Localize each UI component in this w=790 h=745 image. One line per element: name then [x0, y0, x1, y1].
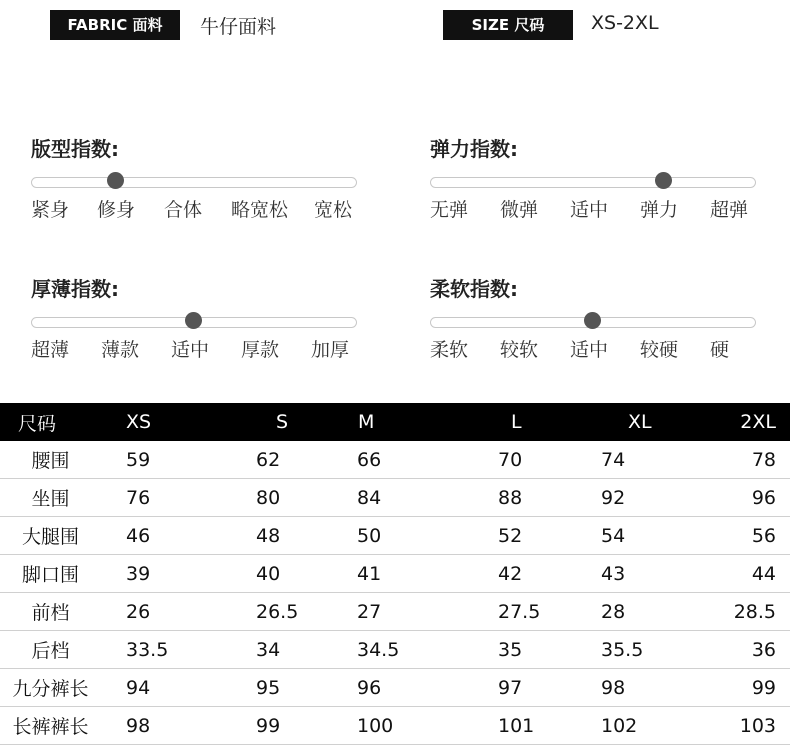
size-value-cell: 100: [337, 707, 465, 745]
size-value-cell: 43: [571, 555, 703, 593]
size-value: XS-2XL: [591, 12, 659, 34]
size-value-cell: 26.5: [232, 593, 337, 631]
size-value-cell: 84: [337, 479, 465, 517]
elasticity-index-track: [430, 177, 756, 188]
fit-option: 修身: [97, 199, 136, 221]
header-cell: S: [232, 403, 337, 441]
elasticity-option: 适中: [570, 199, 609, 221]
softness-option: 较软: [500, 339, 539, 361]
size-value-cell: 59: [102, 441, 232, 479]
size-value-cell: 44: [703, 555, 790, 593]
size-value-cell: 48: [232, 517, 337, 555]
fit-option: 略宽松: [231, 199, 289, 221]
elasticity-option: 无弹: [430, 199, 469, 221]
size-value-cell: 94: [102, 669, 232, 707]
table-row: [0, 555, 790, 593]
thickness-index-marker: [185, 312, 202, 329]
elasticity-option: 超弹: [710, 199, 749, 221]
size-value-cell: 36: [703, 631, 790, 669]
softness-option: 硬: [710, 339, 730, 361]
softness-index-options: [430, 335, 760, 365]
thickness-option: 适中: [171, 339, 210, 361]
header-cell: 2XL: [703, 403, 790, 441]
header-cell: M: [337, 403, 465, 441]
header-cell: XL: [571, 403, 703, 441]
size-value-cell: 40: [232, 555, 337, 593]
size-value-cell: 102: [571, 707, 703, 745]
size-value-cell: 39: [102, 555, 232, 593]
thickness-option: 厚款: [241, 339, 280, 361]
size-value-cell: 28.5: [703, 593, 790, 631]
table-row: [0, 707, 790, 745]
softness-option: 适中: [570, 339, 609, 361]
fit-option: 宽松: [314, 199, 353, 221]
table-row: [0, 631, 790, 669]
elasticity-index: [430, 133, 760, 221]
size-value-cell: 99: [232, 707, 337, 745]
size-value-cell: 97: [465, 669, 571, 707]
thickness-option: 超薄: [31, 339, 70, 361]
elasticity-option: 弹力: [640, 199, 679, 221]
row-label: 坐围: [0, 479, 102, 517]
size-value-cell: 27.5: [465, 593, 571, 631]
size-value-cell: 26: [102, 593, 232, 631]
row-label: 长裤裤长: [0, 707, 102, 745]
fit-index-track: [31, 177, 357, 188]
size-value-cell: 101: [465, 707, 571, 745]
thickness-index-title: 厚薄指数:: [31, 277, 119, 301]
thickness-option: 薄款: [101, 339, 140, 361]
size-value-cell: 50: [337, 517, 465, 555]
size-value-cell: 34: [232, 631, 337, 669]
row-label: 大腿围: [0, 517, 102, 555]
size-table-header: [0, 403, 790, 441]
row-label: 前档: [0, 593, 102, 631]
size-value-cell: 54: [571, 517, 703, 555]
row-label: 九分裤长: [0, 669, 102, 707]
size-value-cell: 66: [337, 441, 465, 479]
header-cell: XS: [102, 403, 232, 441]
softness-option: 较硬: [640, 339, 679, 361]
size-value-cell: 70: [465, 441, 571, 479]
size-value-cell: 41: [337, 555, 465, 593]
size-value-cell: 27: [337, 593, 465, 631]
softness-index-title: 柔软指数:: [430, 277, 518, 301]
size-value-cell: 42: [465, 555, 571, 593]
thickness-index-options: [31, 335, 361, 365]
size-value-cell: 99: [703, 669, 790, 707]
fabric-value: 牛仔面料: [200, 16, 277, 38]
size-value-cell: 96: [703, 479, 790, 517]
fit-index-title: 版型指数:: [31, 137, 119, 161]
size-value-cell: 92: [571, 479, 703, 517]
elasticity-option: 微弹: [500, 199, 539, 221]
size-value-cell: 62: [232, 441, 337, 479]
size-value-cell: 74: [571, 441, 703, 479]
softness-index: [430, 273, 760, 361]
row-label: 后档: [0, 631, 102, 669]
fit-option: 紧身: [31, 199, 70, 221]
size-value-cell: 103: [703, 707, 790, 745]
table-row: [0, 479, 790, 517]
size-tag: SIZE 尺码: [443, 10, 573, 40]
row-label: 腰围: [0, 441, 102, 479]
size-value-cell: 80: [232, 479, 337, 517]
elasticity-index-title: 弹力指数:: [430, 137, 518, 161]
thickness-index: [31, 273, 361, 361]
table-row: [0, 593, 790, 631]
thickness-option: 加厚: [311, 339, 350, 361]
size-value-cell: 33.5: [102, 631, 232, 669]
fit-option: 合体: [164, 199, 203, 221]
fit-index-options: [31, 195, 361, 225]
size-value-cell: 96: [337, 669, 465, 707]
table-row: [0, 517, 790, 555]
size-value-cell: 78: [703, 441, 790, 479]
size-value-cell: 52: [465, 517, 571, 555]
fabric-tag: FABRIC 面料: [50, 10, 180, 40]
header-cell: L: [465, 403, 571, 441]
size-value-cell: 98: [102, 707, 232, 745]
size-value-cell: 56: [703, 517, 790, 555]
size-value-cell: 98: [571, 669, 703, 707]
size-value-cell: 46: [102, 517, 232, 555]
size-value-cell: 88: [465, 479, 571, 517]
fit-index: [31, 133, 361, 221]
header-cell: 尺码: [0, 403, 102, 441]
size-value-cell: 28: [571, 593, 703, 631]
row-label: 脚口围: [0, 555, 102, 593]
size-value-cell: 35.5: [571, 631, 703, 669]
elasticity-index-options: [430, 195, 760, 225]
softness-option: 柔软: [430, 339, 469, 361]
table-row: [0, 669, 790, 707]
size-table: [0, 403, 790, 745]
table-row: [0, 441, 790, 479]
size-value-cell: 95: [232, 669, 337, 707]
size-value-cell: 76: [102, 479, 232, 517]
softness-index-marker: [584, 312, 601, 329]
size-value-cell: 35: [465, 631, 571, 669]
size-value-cell: 34.5: [337, 631, 465, 669]
